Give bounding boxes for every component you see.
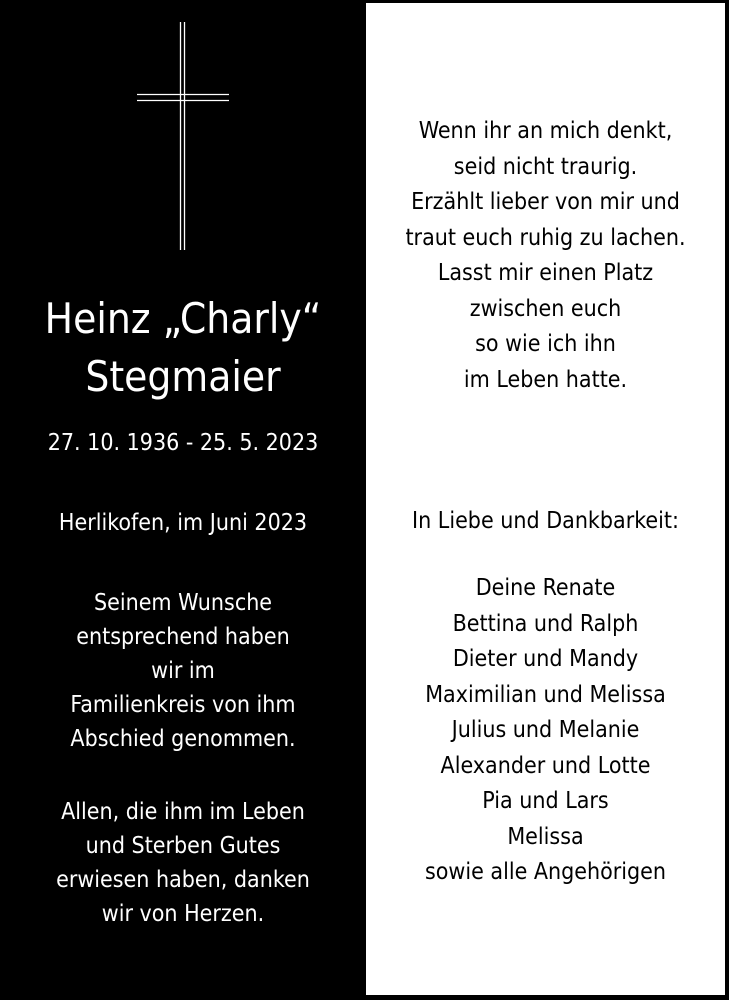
farewell-paragraph <box>0 586 366 756</box>
mourner-item: Dieter und Mandy <box>452 646 639 672</box>
thanks-line: und Sterben Gutes <box>85 833 281 859</box>
poem-line: Wenn ihr an mich denkt, <box>418 118 673 144</box>
mourner-item: Bettina und Ralph <box>452 610 639 637</box>
poem-line: im Leben hatte. <box>463 366 628 393</box>
poem-line: seid nicht traurig. <box>453 153 638 180</box>
cross-icon <box>0 0 366 260</box>
name-line-1: Heinz „Charly“ <box>44 294 322 343</box>
name-line-2: Stegmaier <box>85 352 281 401</box>
mourner-item: Julius und Melanie <box>451 717 640 743</box>
poem-line: so wie ich ihn <box>475 331 616 357</box>
poem-line: traut euch ruhig zu lachen. <box>405 224 686 251</box>
mourner-item: Melissa <box>507 823 584 850</box>
mourner-item: Deine Renate <box>475 575 616 601</box>
mourner-item: sowie alle Angehörigen <box>424 859 667 885</box>
mourners-list <box>366 571 725 891</box>
mourner-item: Pia und Lars <box>482 788 609 814</box>
farewell-line: wir im <box>151 658 215 684</box>
thanks-paragraph <box>0 795 366 931</box>
deceased-name <box>0 290 366 406</box>
life-dates: 27. 10. 1936 - 25. 5. 2023 <box>47 430 319 456</box>
thanks-line: wir von Herzen. <box>101 901 265 927</box>
place-date: Herlikofen, im Juni 2023 <box>58 510 308 536</box>
farewell-line: entsprechend haben <box>76 624 290 650</box>
mourner-item: Maximilian und Melissa <box>425 681 666 708</box>
poem-line: Erzählt lieber von mir und <box>411 189 680 215</box>
farewell-line: Seinem Wunsche <box>93 590 273 616</box>
poem-line: Lasst mir einen Platz <box>437 260 654 286</box>
right-panel <box>366 3 725 995</box>
farewell-line: Familienkreis von ihm <box>70 692 296 718</box>
farewell-line: Abschied genommen. <box>70 726 296 752</box>
poem-line: zwischen euch <box>469 295 622 322</box>
closing-line: In Liebe und Dankbarkeit: <box>412 508 679 534</box>
poem <box>366 114 725 398</box>
thanks-line: erwiesen haben, danken <box>56 867 310 893</box>
mourner-item: Alexander und Lotte <box>440 752 651 779</box>
thanks-line: Allen, die ihm im Leben <box>61 799 305 825</box>
